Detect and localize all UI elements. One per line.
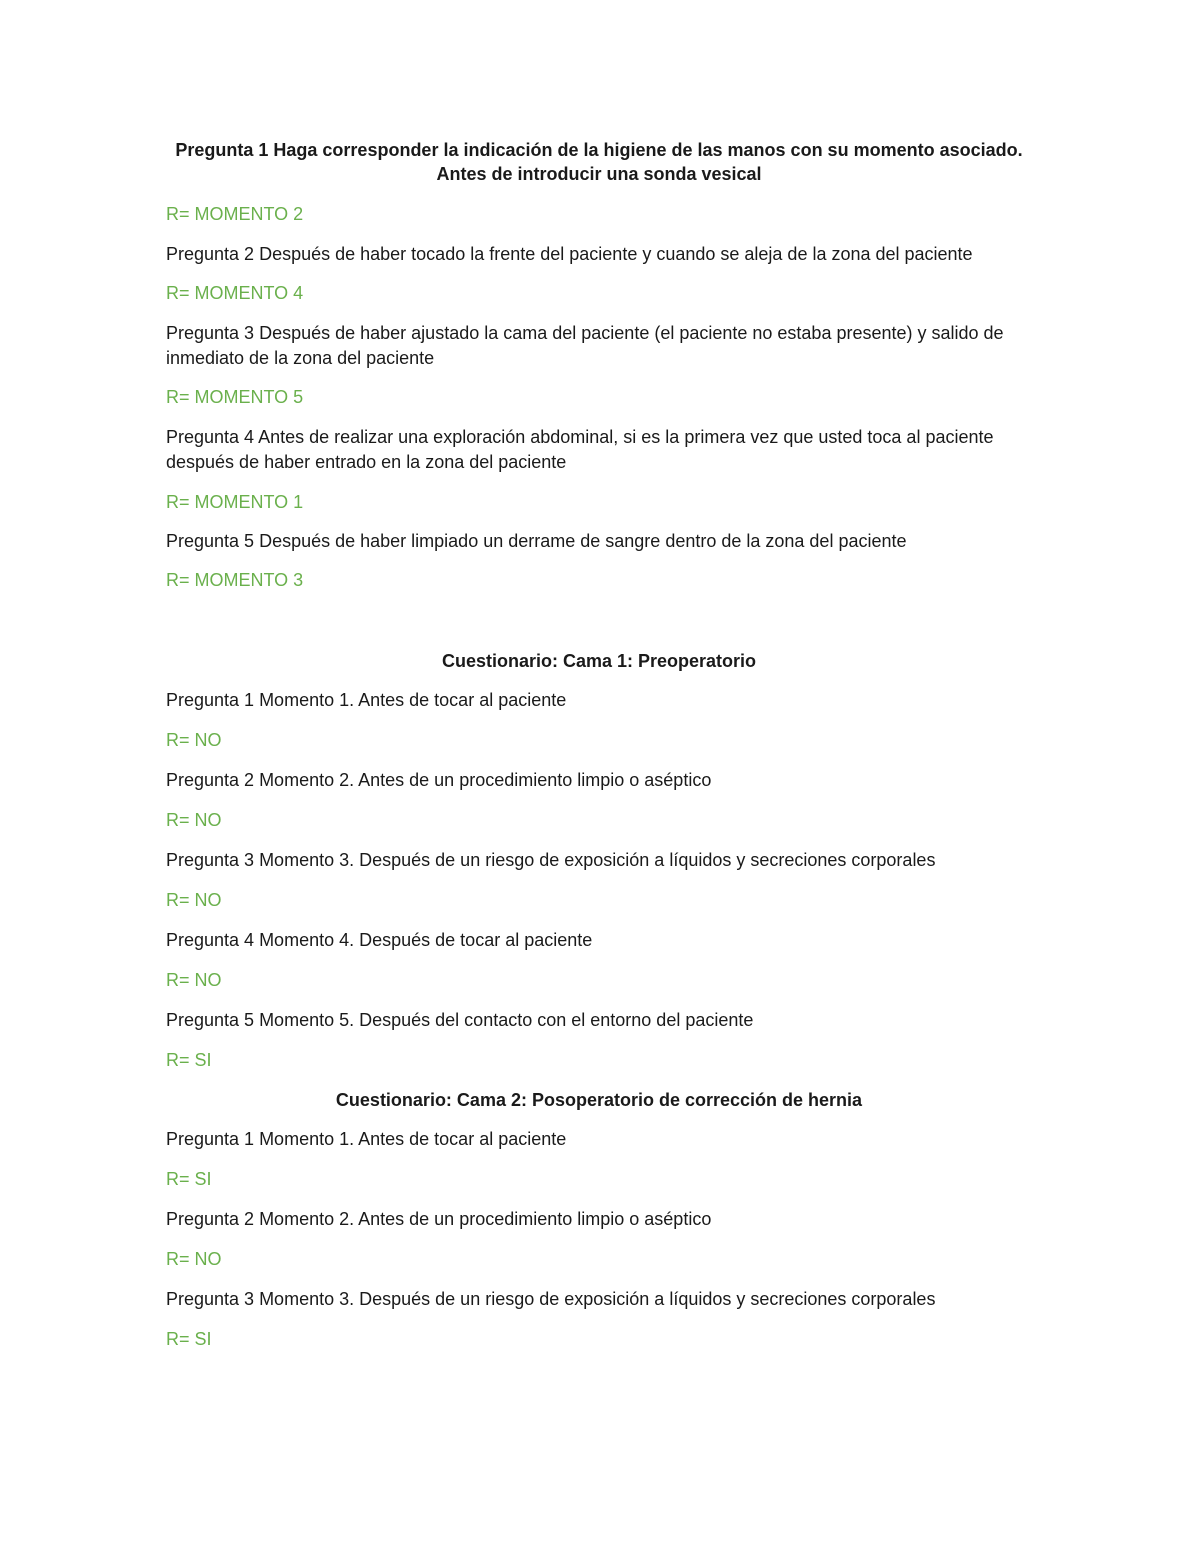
answer-s3-q3: R= SI bbox=[166, 1329, 212, 1349]
answer-s1-q5: R= MOMENTO 3 bbox=[166, 570, 304, 590]
question-s3-q3: Pregunta 3 Momento 3. Después de un riesgo de exposición a líquidos y secreciones corporales bbox=[166, 1289, 936, 1309]
question-s1-q5: Pregunta 5 Después de haber limpiado un derrame de sangre dentro de la zona del paciente bbox=[166, 531, 907, 551]
section1-heading: Pregunta 1 Haga corresponder la indicación de la higiene de las manos con su momento asociado. Antes de introducir una sonda vesical bbox=[175, 140, 1023, 184]
section2-heading: Cuestionario: Cama 1: Preoperatorio bbox=[441, 651, 757, 671]
question-s3-q2: Pregunta 2 Momento 2. Antes de un procedimiento limpio o aséptico bbox=[166, 1209, 712, 1229]
answer-s2-q4: R= NO bbox=[166, 970, 222, 990]
question-s1-q4: Pregunta 4 Antes de realizar una exploración abdominal, si es la primera vez que usted toca al paciente después de haber entrado en la zona del paciente bbox=[166, 427, 994, 472]
answer-s1-q4: R= MOMENTO 1 bbox=[166, 492, 304, 512]
question-s2-q2: Pregunta 2 Momento 2. Antes de un procedimiento limpio o aséptico bbox=[166, 770, 712, 790]
answer-s2-q3: R= NO bbox=[166, 890, 222, 910]
document-page bbox=[166, 138, 1032, 1352]
answer-s1-q3: R= MOMENTO 5 bbox=[166, 387, 304, 407]
answer-s1-q2: R= MOMENTO 4 bbox=[166, 283, 304, 303]
answer-s2-q5: R= SI bbox=[166, 1050, 212, 1070]
answer-s3-q1: R= SI bbox=[166, 1169, 212, 1189]
answer-s1-q1: R= MOMENTO 2 bbox=[166, 204, 304, 224]
question-s2-q1: Pregunta 1 Momento 1. Antes de tocar al paciente bbox=[166, 690, 567, 710]
question-s1-q3: Pregunta 3 Después de haber ajustado la cama del paciente (el paciente no estaba presente) y salido de inmediato de la zona del paciente bbox=[166, 323, 1004, 368]
section3-heading: Cuestionario: Cama 2: Posoperatorio de corrección de hernia bbox=[335, 1090, 863, 1110]
question-s2-q5: Pregunta 5 Momento 5. Después del contacto con el entorno del paciente bbox=[166, 1010, 754, 1030]
answer-s2-q2: R= NO bbox=[166, 810, 222, 830]
question-s2-q4: Pregunta 4 Momento 4. Después de tocar al paciente bbox=[166, 930, 593, 950]
question-s1-q2: Pregunta 2 Después de haber tocado la frente del paciente y cuando se aleja de la zona del paciente bbox=[166, 244, 973, 264]
question-s2-q3: Pregunta 3 Momento 3. Después de un riesgo de exposición a líquidos y secreciones corporales bbox=[166, 850, 936, 870]
question-s3-q1: Pregunta 1 Momento 1. Antes de tocar al paciente bbox=[166, 1129, 567, 1149]
answer-s3-q2: R= NO bbox=[166, 1249, 222, 1269]
answer-s2-q1: R= NO bbox=[166, 730, 222, 750]
